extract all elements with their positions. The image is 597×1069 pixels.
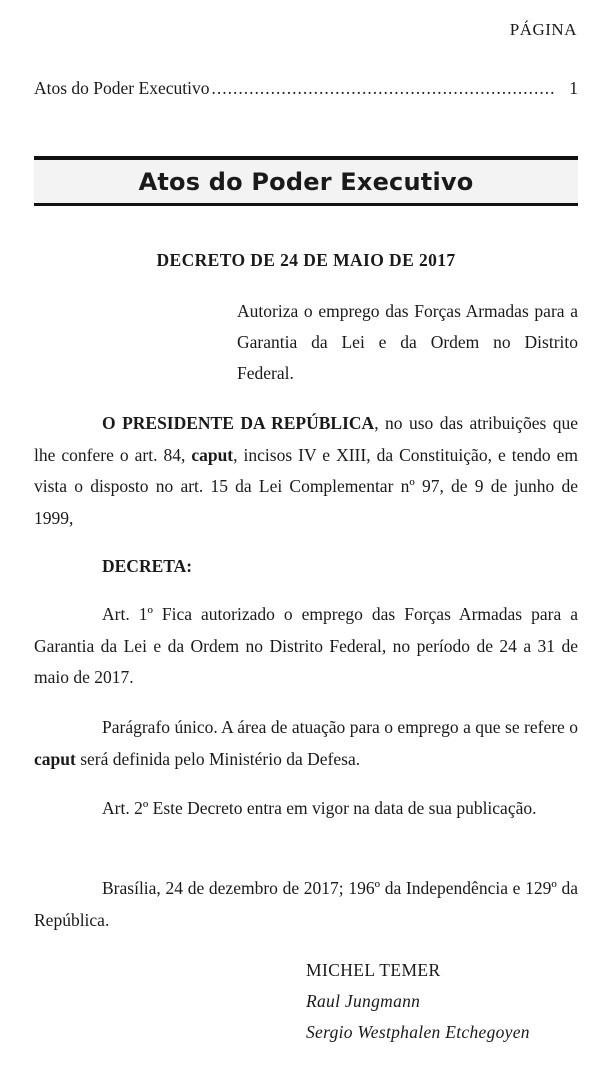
- toc-entry-page: 1: [569, 78, 578, 98]
- decreta-heading: [34, 551, 578, 583]
- signature-president: MICHEL TEMER: [306, 960, 441, 980]
- toc-page-column-header: PÁGINA: [509, 20, 577, 39]
- preamble-caput: caput: [191, 444, 234, 465]
- decreta-label: DECRETA:: [102, 556, 193, 576]
- toc-entry-label[interactable]: Atos do Poder Executivo: [34, 78, 210, 98]
- sole-paragraph-text-1: Parágrafo único. A área de atuação para o emprego a que se refere o: [102, 717, 578, 737]
- article-2: Art. 2º Este Decreto entra em vigor na data de sua publicação.: [102, 798, 537, 818]
- sole-paragraph: [34, 712, 578, 775]
- section-header: [34, 156, 578, 206]
- toc-dot-leader: [211, 78, 555, 99]
- sole-paragraph-text-2: será definida pelo Ministério da Defesa.: [75, 748, 361, 769]
- preamble-text-2: , incisos IV e XIII, da Constituição, e tendo em vista o disposto no art. 15 da Lei Complementar nº 97, de 9 de junho de 1999,: [34, 444, 578, 528]
- decree-title: DECRETO DE 24 DE MAIO DE 2017: [156, 250, 456, 270]
- decree-summary: Autoriza o emprego das Forças Armadas para a Garantia da Lei e da Ordem no Distrito Federal.: [237, 301, 578, 383]
- article-1: Art. 1º Fica autorizado o emprego das Forças Armadas para a Garantia da Lei e da Ordem no Distrito Federal, no período de 24 a 31 de maio de 2017.: [34, 604, 578, 687]
- toc-entry[interactable]: [34, 78, 578, 99]
- signature-minister-1: Raul Jungmann: [306, 991, 421, 1011]
- preamble-text-1: , no uso das atribuições que lhe confere o art. 84,: [34, 413, 578, 465]
- section-title: Atos do Poder Executivo: [138, 167, 474, 196]
- closing-date-line: Brasília, 24 de dezembro de 2017; 196º da Independência e 129º da República.: [34, 878, 578, 930]
- preamble-paragraph: [34, 408, 578, 534]
- sole-paragraph-caput: caput: [34, 748, 76, 769]
- signature-block: [306, 955, 530, 1048]
- signature-minister-2: Sergio Westphalen Etchegoyen: [306, 1022, 530, 1042]
- preamble-subject: O PRESIDENTE DA REPÚBLICA: [102, 413, 375, 433]
